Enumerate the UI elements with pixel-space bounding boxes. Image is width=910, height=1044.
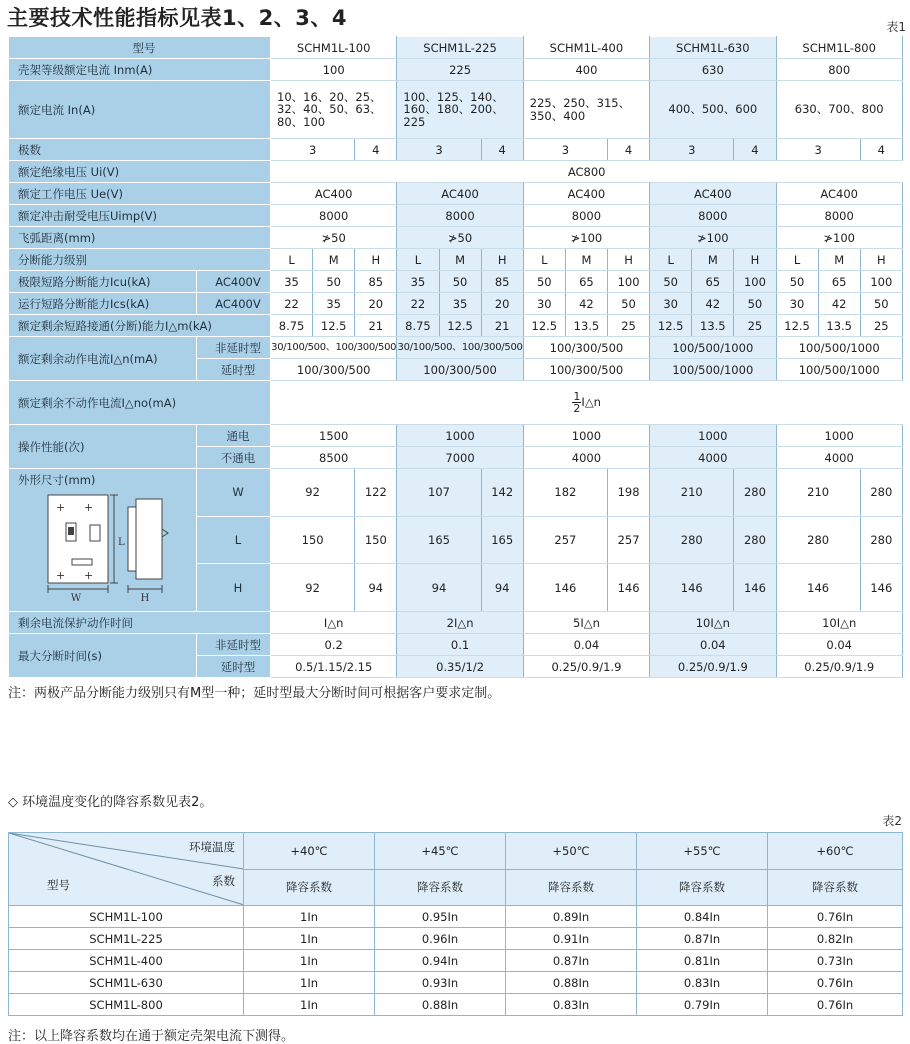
coefficient-cell: 1In [244,906,375,928]
corner-temp-label: 环境温度 [189,840,235,854]
value-cell: ≯50 [271,227,397,249]
value-cell: L [397,249,439,271]
value-cell: 7000 [397,447,523,469]
temperature-header: +40℃ [244,833,375,870]
value-cell: 22 [397,293,439,315]
spec-table [8,36,903,678]
model-header: SCHM1L-225 [397,37,523,59]
value-cell: 1000 [650,425,776,447]
value-cell: 257 [523,516,607,564]
value-cell: 50 [608,293,650,315]
value-cell: ≯100 [650,227,776,249]
value-cell: ≯100 [776,227,902,249]
sub-label: 非延时型 [197,634,271,656]
value-cell: 1000 [523,425,649,447]
value-cell: 210 [650,469,734,517]
value-cell: M [439,249,481,271]
coefficient-cell: 0.93In [375,972,506,994]
value-cell: 50 [523,271,565,293]
corner-model-label: 型号 [47,878,70,892]
value-cell: 92 [271,564,355,612]
model-cell: SCHM1L-630 [9,972,244,994]
value-cell: 150 [355,516,397,564]
fraction-numerator: 1 [573,390,581,403]
value-cell: 50 [860,293,902,315]
row-label: 额定绝缘电压 Ui(V) [9,161,271,183]
dimensions-label-cell [9,469,197,612]
value-cell: 94 [481,564,523,612]
coefficient-cell: 1In [244,994,375,1016]
value-cell: AC400 [523,183,649,205]
value-cell: H [608,249,650,271]
value-cell: 35 [439,293,481,315]
model-cell: SCHM1L-400 [9,950,244,972]
coefficient-cell: 0.76In [768,972,903,994]
value-cell: 1000 [776,425,902,447]
value-cell: 10I△n [650,612,776,634]
row-label: 壳架等级额定电流 Inm(A) [9,59,271,81]
coefficient-header: 降容系数 [768,869,903,906]
value-cell: 2I△n [397,612,523,634]
value-cell: 400 [523,59,649,81]
table1-label: 表1 [886,20,906,34]
value-cell: 4 [734,139,776,161]
value-cell: 25 [608,315,650,337]
coefficient-cell: 0.88In [375,994,506,1016]
value-cell: 0.35/1/2 [397,656,523,678]
coefficient-cell: 0.81In [637,950,768,972]
value-cell: 13.5 [565,315,607,337]
value-cell: 4 [608,139,650,161]
temperature-header: +50℃ [506,833,637,870]
sub-label: 通电 [197,425,271,447]
svg-text:+: + [84,501,94,514]
value-cell: 50 [313,271,355,293]
value-cell: 0.04 [523,634,649,656]
value-cell: 50 [439,271,481,293]
value-cell: 0.2 [271,634,397,656]
value-cell: 8.75 [271,315,313,337]
voltage-label: AC400V [197,293,271,315]
derating-table [8,832,903,1016]
model-cell: SCHM1L-100 [9,906,244,928]
value-cell: 0.04 [650,634,776,656]
value-cell: 94 [397,564,481,612]
value-cell: 8000 [523,205,649,227]
value-cell: 30 [776,293,818,315]
value-cell: 146 [860,564,902,612]
svg-text:+: + [56,501,66,514]
value-cell: 12.5 [439,315,481,337]
value-cell: M [692,249,734,271]
row-label: 飞弧距离(mm) [9,227,271,249]
value-cell: 280 [734,516,776,564]
sub-label: 不通电 [197,447,271,469]
value-cell: 30 [650,293,692,315]
value-cell: 3 [397,139,481,161]
corner-header-cell [9,833,244,906]
value-cell: AC400 [397,183,523,205]
value-cell: 257 [608,516,650,564]
value-cell: 30/100/500、100/300/500 [397,337,523,359]
table2-note: 注：以上降容系数均在通于额定壳架电流下测得。 [8,1029,295,1044]
value-cell: 20 [481,293,523,315]
coefficient-cell: 0.95In [375,906,506,928]
value-cell: L [523,249,565,271]
value-cell: 280 [734,469,776,517]
row-label: 额定冲击耐受电压Uimp(V) [9,205,271,227]
value-cell: 50 [734,293,776,315]
coefficient-cell: 0.94In [375,950,506,972]
value-cell: 12.5 [776,315,818,337]
fraction-suffix: I△n [581,395,601,409]
value-cell: 50 [650,271,692,293]
row-label: 分断能力级别 [9,249,271,271]
value-cell: H [734,249,776,271]
value-cell: H [481,249,523,271]
coefficient-header: 降容系数 [244,869,375,906]
coefficient-cell: 1In [244,928,375,950]
table2-label: 表2 [882,814,902,828]
value-cell: 0.04 [776,634,902,656]
value-cell: H [355,249,397,271]
value-cell: 150 [271,516,355,564]
row-label: 极限短路分断能力Icu(kA) [9,271,197,293]
value-cell: AC400 [271,183,397,205]
value-cell: 4000 [776,447,902,469]
value-cell: 100 [271,59,397,81]
coefficient-cell: 1In [244,950,375,972]
row-label: 额定剩余不动作电流I△no(mA) [9,381,271,425]
value-cell: 25 [734,315,776,337]
value-cell: 35 [271,271,313,293]
model-cell: SCHM1L-225 [9,928,244,950]
temperature-header: +55℃ [637,833,768,870]
table1-note: 注：两极产品分断能力级别只有M型一种；延时型最大分断时间可根据客户要求定制。 [8,686,501,701]
row-label: 极数 [9,139,271,161]
value-cell: 0.25/0.9/1.9 [523,656,649,678]
value-cell: 100、125、140、160、180、200、225 [397,81,523,139]
value-cell: 225、250、315、350、400 [523,81,649,139]
diagram-w-label: W [70,593,82,604]
value-cell: 280 [650,516,734,564]
value-cell: 42 [565,293,607,315]
voltage-label: AC400V [197,271,271,293]
value-cell: 22 [271,293,313,315]
value-cell: 165 [397,516,481,564]
svg-text:+: + [56,569,66,582]
value-cell: 0.25/0.9/1.9 [650,656,776,678]
row-label: 额定工作电压 Ue(V) [9,183,271,205]
coefficient-cell: 0.96In [375,928,506,950]
value-cell: 100/300/500 [523,337,649,359]
value-cell: 146 [650,564,734,612]
value-cell: 198 [608,469,650,517]
page-title: 主要技术性能指标见表1、2、3、4 [7,6,347,30]
coefficient-cell: 0.88In [506,972,637,994]
value-cell: 35 [313,293,355,315]
value-cell: 65 [565,271,607,293]
value-cell: 165 [481,516,523,564]
sub-label: 延时型 [197,656,271,678]
value-cell: 10I△n [776,612,902,634]
value-cell: 21 [481,315,523,337]
value-cell: 0.5/1.15/2.15 [271,656,397,678]
value-cell: 225 [397,59,523,81]
value-cell: 85 [355,271,397,293]
coefficient-cell: 0.79In [637,994,768,1016]
coefficient-header: 降容系数 [506,869,637,906]
coefficient-cell: 1In [244,972,375,994]
value-cell: 12.5 [313,315,355,337]
coefficient-cell: 0.91In [506,928,637,950]
value-cell: 122 [355,469,397,517]
value-cell: 100/500/1000 [650,359,776,381]
value-cell: 280 [860,516,902,564]
value-cell: L [776,249,818,271]
value-cell: 8000 [271,205,397,227]
fraction-denominator: 2 [573,402,581,415]
value-cell: M [818,249,860,271]
value-cell: 8000 [650,205,776,227]
value-cell: 280 [860,469,902,517]
value-cell: 65 [818,271,860,293]
value-cell: 25 [860,315,902,337]
value-cell: 21 [355,315,397,337]
dimensions-label: 外形尺寸(mm) [18,473,96,487]
value-cell: 4000 [523,447,649,469]
sub-label: H [197,564,271,612]
coefficient-cell: 0.87In [506,950,637,972]
corner-coef-label: 系数 [212,874,235,888]
value-cell: M [313,249,355,271]
row-label: 额定剩余动作电流I△n(mA) [9,337,197,381]
value-cell: 100/500/1000 [776,359,902,381]
value-cell: ≯50 [397,227,523,249]
value-cell: 107 [397,469,481,517]
value-cell: 146 [608,564,650,612]
value-cell: 3 [523,139,607,161]
value-cell: 65 [692,271,734,293]
coefficient-cell: 0.82In [768,928,903,950]
value-cell: L [271,249,313,271]
value-cell: 1500 [271,425,397,447]
value-cell: H [860,249,902,271]
sub-label: L [197,516,271,564]
value-cell: 3 [650,139,734,161]
row-label: 剩余电流保护动作时间 [9,612,271,634]
value-cell: 100 [734,271,776,293]
diagram-l-label: L [118,537,125,548]
value-cell: 630、700、800 [776,81,902,139]
row-label: 最大分断时间(s) [9,634,197,678]
coefficient-cell: 0.83In [506,994,637,1016]
value-cell: 42 [692,293,734,315]
value-cell: 3 [776,139,860,161]
section-heading: ◇ 环境温度变化的降容系数见表2。 [8,795,213,810]
value-cell: 0.25/0.9/1.9 [776,656,902,678]
value-cell: M [565,249,607,271]
value-cell: 13.5 [692,315,734,337]
value-cell: 0.1 [397,634,523,656]
value-cell: 8000 [397,205,523,227]
value-cell: 100/500/1000 [776,337,902,359]
value-cell: 30/100/500、100/300/500 [271,337,397,359]
coefficient-cell: 0.87In [637,928,768,950]
value-cell: AC400 [650,183,776,205]
value-cell: 85 [481,271,523,293]
row-label: 运行短路分断能力Ics(kA) [9,293,197,315]
value-cell: 20 [355,293,397,315]
value-cell: 35 [397,271,439,293]
value-cell: 142 [481,469,523,517]
value-cell: I△n [271,612,397,634]
sub-label: W [197,469,271,517]
value-cell: 4 [481,139,523,161]
value-cell: 146 [776,564,860,612]
coefficient-cell: 0.84In [637,906,768,928]
coefficient-cell: 0.73In [768,950,903,972]
value-cell: 8000 [776,205,902,227]
value-cell: 12.5 [523,315,565,337]
sub-label: 非延时型 [197,337,271,359]
model-header: SCHM1L-800 [776,37,902,59]
diagram-h-label: H [140,593,150,604]
value-cell: 100/300/500 [523,359,649,381]
temperature-header: +60℃ [768,833,903,870]
value-cell: 30 [523,293,565,315]
value-cell: 146 [734,564,776,612]
value-cell: 800 [776,59,902,81]
model-header: SCHM1L-400 [523,37,649,59]
row-label: 额定剩余短路接通(分断)能力I△m(kA) [9,315,271,337]
value-cell: AC800 [271,161,903,183]
value-cell: 3 [271,139,355,161]
value-cell: 4 [860,139,902,161]
row-label: 额定电流 In(A) [9,81,271,139]
value-cell: 5I△n [523,612,649,634]
value-cell: 400、500、600 [650,81,776,139]
value-cell: 100/300/500 [271,359,397,381]
value-cell: 100 [860,271,902,293]
value-cell: 182 [523,469,607,517]
value-cell: 210 [776,469,860,517]
value-cell: 280 [776,516,860,564]
model-header: SCHM1L-100 [271,37,397,59]
coefficient-cell: 0.89In [506,906,637,928]
breaker-dimension-diagram [38,489,197,611]
value-cell: AC400 [776,183,902,205]
value-cell: L [650,249,692,271]
value-cell: 100 [608,271,650,293]
value-cell: 92 [271,469,355,517]
value-cell: 4000 [650,447,776,469]
coefficient-cell: 0.76In [768,906,903,928]
model-header: SCHM1L-630 [650,37,776,59]
value-cell: 630 [650,59,776,81]
row-label: 操作性能(次) [9,425,197,469]
value-cell: 12.5 [650,315,692,337]
svg-text:+: + [84,569,94,582]
value-cell: 1000 [397,425,523,447]
header-model-label: 型号 [9,37,271,59]
value-cell: 4 [355,139,397,161]
value-cell: 50 [776,271,818,293]
coefficient-header: 降容系数 [375,869,506,906]
coefficient-header: 降容系数 [637,869,768,906]
value-cell: 100/500/1000 [650,337,776,359]
fraction-cell [271,381,903,425]
value-cell: 42 [818,293,860,315]
value-cell: 94 [355,564,397,612]
value-cell: 146 [523,564,607,612]
value-cell: 10、16、20、25、32、40、50、63、80、100 [271,81,397,139]
value-cell: ≯100 [523,227,649,249]
value-cell: 8.75 [397,315,439,337]
value-cell: 8500 [271,447,397,469]
model-cell: SCHM1L-800 [9,994,244,1016]
coefficient-cell: 0.76In [768,994,903,1016]
sub-label: 延时型 [197,359,271,381]
coefficient-cell: 0.83In [637,972,768,994]
temperature-header: +45℃ [375,833,506,870]
value-cell: 100/300/500 [397,359,523,381]
value-cell: 13.5 [818,315,860,337]
